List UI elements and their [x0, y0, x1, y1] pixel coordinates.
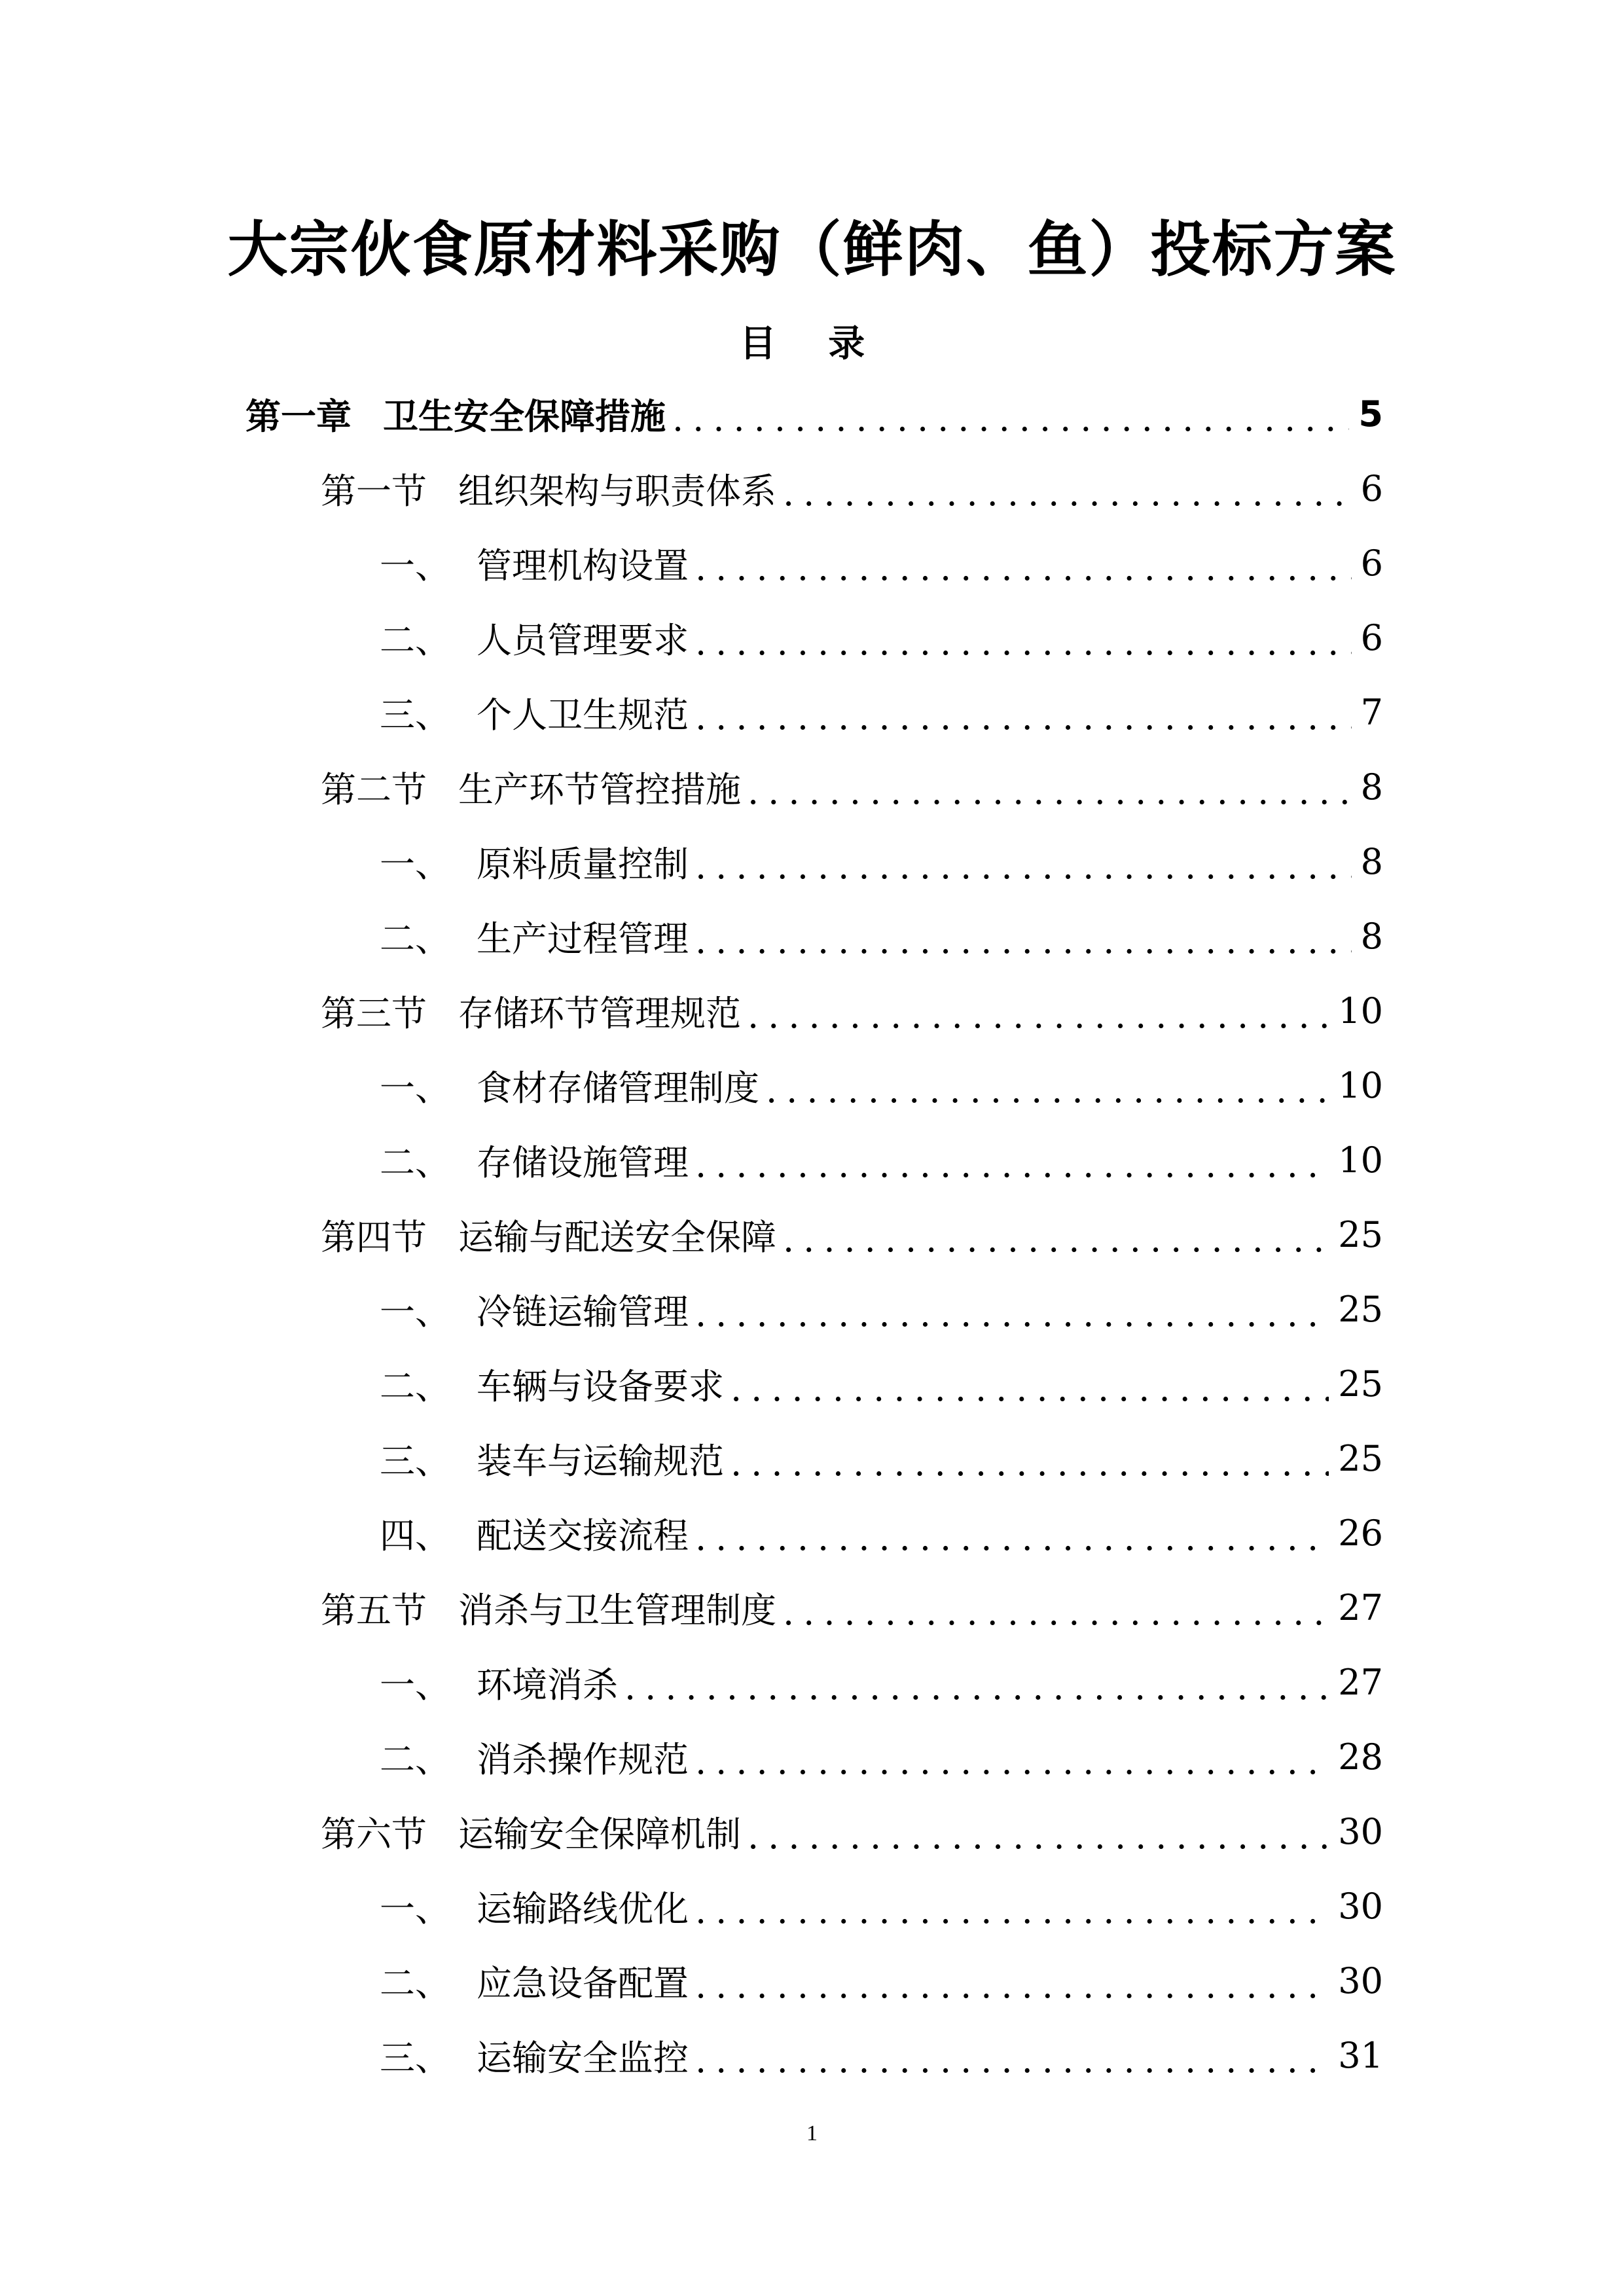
toc-entry-number: 第三节: [321, 992, 427, 1034]
toc-entry-label: 组织架构与职责体系: [458, 470, 776, 512]
toc-entry-label: 消杀与卫生管理制度: [458, 1589, 776, 1631]
toc-entry-number: 一、: [380, 1664, 450, 1706]
toc-entry-label: 生产环节管控措施: [458, 768, 741, 810]
toc-entry-label: 原料质量控制: [477, 843, 689, 885]
toc-entry-number: 第五节: [321, 1589, 427, 1631]
toc-entry-page: 25: [1338, 1288, 1383, 1330]
toc-entry-number: 第一章: [245, 395, 352, 437]
toc-dot-leader: [695, 1297, 1329, 1332]
toc-dot-leader: [695, 849, 1352, 884]
toc-dot-leader: [731, 1371, 1329, 1407]
toc-entry-label: 管理机构设置: [477, 545, 689, 586]
toc-entry[interactable]: [0, 1272, 1624, 1346]
toc-entry-number: 三、: [380, 694, 450, 736]
toc-entry-label: 存储环节管理规范: [458, 992, 741, 1034]
toc-entry-label: 存储设施管理: [477, 1141, 689, 1183]
toc-entry-label: 运输与配送安全保障: [458, 1216, 776, 1258]
toc-heading: 目 录: [739, 323, 885, 365]
toc-entry-label: 运输安全保障机制: [458, 1813, 741, 1855]
toc-entry-label: 个人卫生规范: [477, 694, 689, 736]
toc-entry-number: 二、: [380, 1365, 450, 1407]
toc-dot-leader: [748, 1819, 1329, 1854]
toc-dot-leader: [783, 1595, 1329, 1630]
toc-entry[interactable]: [0, 675, 1624, 749]
toc-entry-page: 25: [1338, 1363, 1383, 1405]
toc-entry[interactable]: [0, 600, 1624, 675]
toc-entry[interactable]: [0, 1869, 1624, 1943]
toc-dot-leader: [695, 1520, 1329, 1556]
toc-entry-number: 二、: [380, 619, 450, 661]
toc-entry-label: 食材存储管理制度: [477, 1067, 759, 1109]
toc-entry[interactable]: [0, 1570, 1624, 1645]
toc-entry[interactable]: [0, 1943, 1624, 2018]
toc-entry-page: 30: [1338, 1810, 1383, 1852]
toc-dot-leader: [695, 1968, 1329, 2003]
toc-entry-label: 环境消杀: [477, 1664, 618, 1706]
toc-entry-number: 一、: [380, 1888, 450, 1929]
toc-entry-page: 25: [1338, 1437, 1383, 1479]
toc-entry-label: 卫生安全保障措施: [383, 395, 666, 437]
toc-entry-number: 二、: [380, 1738, 450, 1780]
toc-entry-label: 运输路线优化: [477, 1888, 689, 1929]
toc-entry[interactable]: [0, 824, 1624, 899]
toc-entry-number: 四、: [380, 1515, 450, 1556]
toc-entry-page: 10: [1338, 1139, 1383, 1181]
toc-entry[interactable]: [0, 376, 1624, 451]
toc-entry-number: 第四节: [321, 1216, 427, 1258]
toc-entry[interactable]: [0, 973, 1624, 1048]
toc-dot-leader: [695, 700, 1352, 735]
toc-entry-number: 第二节: [321, 768, 427, 810]
toc-entry-page: 30: [1338, 1885, 1383, 1927]
toc-entry-page: 28: [1338, 1736, 1383, 1778]
toc-entry-page: 5: [1358, 393, 1383, 435]
toc-entry[interactable]: [0, 526, 1624, 600]
toc-entry-page: 10: [1338, 990, 1383, 1031]
toc-entry-label: 生产过程管理: [477, 918, 689, 960]
toc-entry-label: 冷链运输管理: [477, 1291, 689, 1333]
toc-dot-leader: [783, 476, 1352, 511]
toc-entry-page: 7: [1360, 691, 1383, 733]
toc-dot-leader: [695, 550, 1352, 586]
toc-entry-label: 应急设备配置: [477, 1962, 689, 2004]
toc-dot-leader: [748, 998, 1329, 1033]
toc-entry-page: 8: [1360, 915, 1383, 957]
toc-dot-leader: [695, 625, 1352, 660]
toc-entry-page: 26: [1338, 1512, 1383, 1554]
document-title: 大宗伙食原材料采购（鲜肉、鱼）投标方案: [227, 215, 1397, 285]
toc-entry[interactable]: [0, 1048, 1624, 1122]
toc-entry[interactable]: [0, 749, 1624, 824]
toc-entry-number: 三、: [380, 2037, 450, 2079]
toc-entry-label: 配送交接流程: [477, 1515, 689, 1556]
toc-entry-page: 30: [1338, 1960, 1383, 2001]
toc-entry-label: 消杀操作规范: [477, 1738, 689, 1780]
toc-entry[interactable]: [0, 1122, 1624, 1197]
toc-entry[interactable]: [0, 1421, 1624, 1496]
toc-entry[interactable]: [0, 1346, 1624, 1421]
toc-entry-number: 二、: [380, 1962, 450, 2004]
toc-entry[interactable]: [0, 899, 1624, 973]
toc-entry-number: 一、: [380, 1067, 450, 1109]
toc-entry-number: 二、: [380, 918, 450, 960]
toc-dot-leader: [783, 1222, 1329, 1257]
toc-entry-number: 一、: [380, 843, 450, 885]
toc-entry-number: 第六节: [321, 1813, 427, 1855]
toc-entry-page: 6: [1360, 617, 1383, 658]
toc-dot-leader: [624, 1670, 1329, 1705]
toc-entry-page: 10: [1338, 1064, 1383, 1106]
toc-entry-number: 第一节: [321, 470, 427, 512]
table-of-contents: [0, 376, 1624, 2092]
toc-entry-label: 车辆与设备要求: [477, 1365, 724, 1407]
toc-entry-number: 三、: [380, 1440, 450, 1482]
toc-entry[interactable]: [0, 1794, 1624, 1869]
toc-dot-leader: [748, 774, 1352, 810]
toc-dot-leader: [695, 1893, 1329, 1929]
toc-entry-page: 31: [1338, 2034, 1383, 2076]
toc-entry-page: 25: [1338, 1213, 1383, 1255]
toc-dot-leader: [695, 1147, 1329, 1183]
toc-entry-label: 装车与运输规范: [477, 1440, 724, 1482]
toc-dot-leader: [731, 1446, 1329, 1481]
toc-entry-page: 27: [1338, 1587, 1383, 1628]
toc-entry[interactable]: [0, 1719, 1624, 1794]
toc-entry-number: 一、: [380, 1291, 450, 1333]
toc-entry-label: 运输安全监控: [477, 2037, 689, 2079]
toc-dot-leader: [672, 401, 1349, 437]
toc-entry-page: 27: [1338, 1661, 1383, 1703]
toc-entry-page: 6: [1360, 467, 1383, 509]
toc-entry-page: 6: [1360, 542, 1383, 584]
toc-entry-number: 二、: [380, 1141, 450, 1183]
toc-entry[interactable]: [0, 1197, 1624, 1272]
toc-entry-page: 8: [1360, 840, 1383, 882]
toc-dot-leader: [695, 1744, 1329, 1780]
toc-entry[interactable]: [0, 1645, 1624, 1719]
page-number: 1: [806, 2121, 818, 2145]
toc-dot-leader: [766, 1073, 1329, 1108]
toc-dot-leader: [695, 2043, 1329, 2078]
toc-entry-label: 人员管理要求: [477, 619, 689, 661]
toc-dot-leader: [695, 924, 1352, 959]
toc-entry[interactable]: [0, 451, 1624, 526]
toc-entry-number: 一、: [380, 545, 450, 586]
toc-entry[interactable]: [0, 1496, 1624, 1570]
toc-entry[interactable]: [0, 2018, 1624, 2092]
toc-entry-page: 8: [1360, 766, 1383, 808]
